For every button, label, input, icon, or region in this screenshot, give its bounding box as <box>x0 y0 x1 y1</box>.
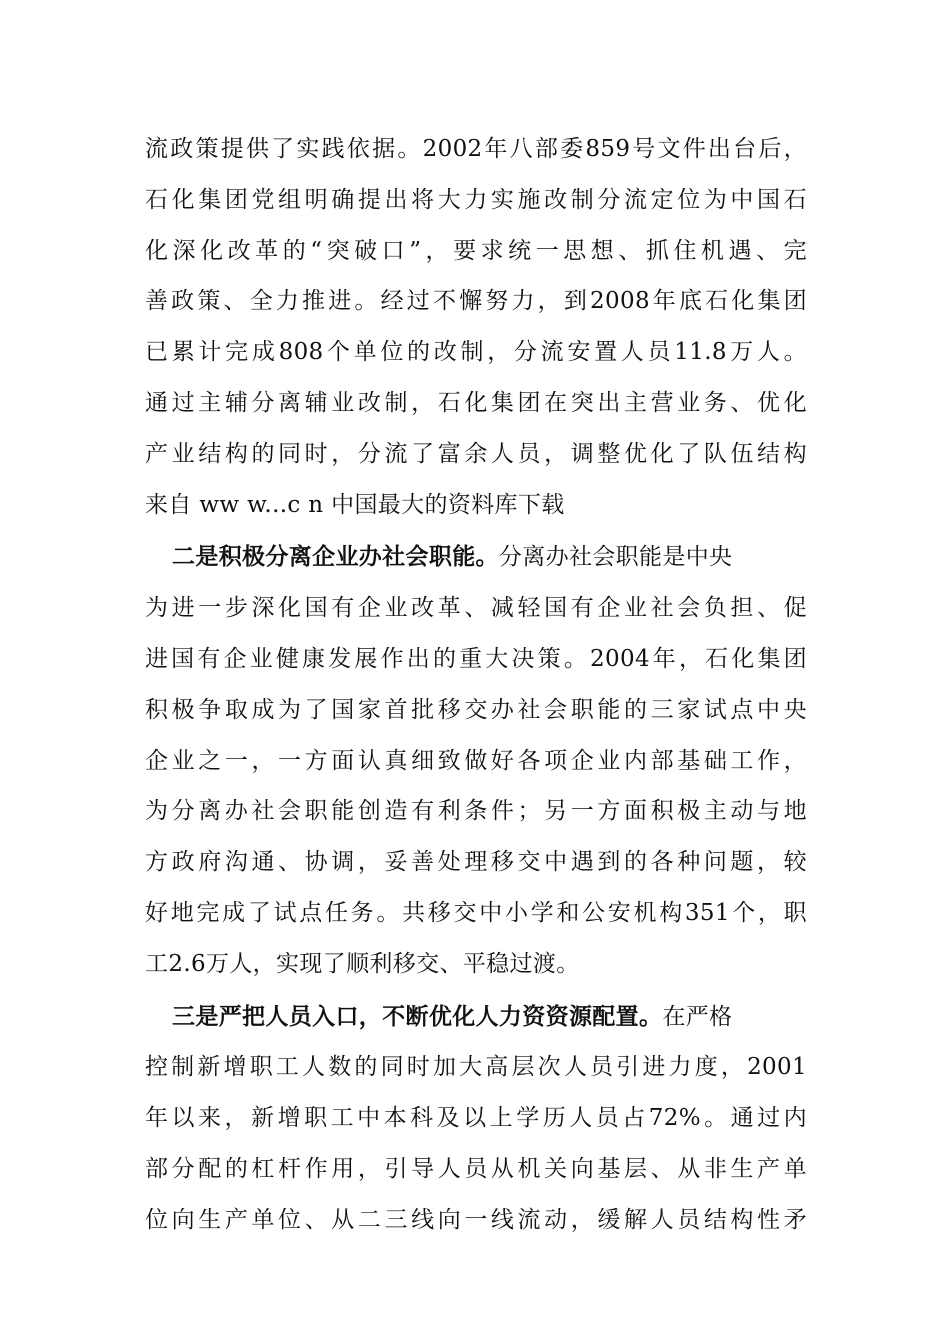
text-line: 位向生产单位、从二三线向一线流动，缓解人员结构性矛 <box>145 1206 807 1233</box>
text-line: 工2.6万人，实现了顺利移交、平稳过渡。 <box>145 950 580 977</box>
paragraph-1 <box>145 124 807 530</box>
text-line: 化深化改革的“突破口”，要求统一思想、抓住机遇、完 <box>145 237 807 264</box>
paragraph-first-line <box>145 532 807 583</box>
text-line: 流政策提供了实践依据。2002年八部委859号文件出台后， <box>145 136 807 162</box>
text-line: 进国有企业健康发展作出的重大决策。2004年，石化集团 <box>145 645 807 672</box>
document-body <box>145 124 807 1246</box>
text-line: 企业之一，一方面认真细致做好各项企业内部基础工作， <box>145 747 807 774</box>
text-line: 为分离办社会职能创造有利条件；另一方面积极主动与地 <box>145 798 807 825</box>
paragraph-lead-text: 分离办社会职能是中央 <box>498 544 733 571</box>
text-line: 产业结构的同时，分流了富余人员，调整优化了队伍结构 <box>145 440 807 467</box>
paragraph-lead-text: 在严格 <box>662 1003 733 1030</box>
text-line: 已累计完成808个单位的改制，分流安置人员11.8万人。 <box>145 339 807 366</box>
text-line: 为进一步深化国有企业改革、减轻国有企业社会负担、促 <box>145 595 807 622</box>
source-note-line: 来自 ww w...c n 中国最大的资料库下载 <box>145 491 565 518</box>
text-line: 好地完成了试点任务。共移交中小学和公安机构351个，职 <box>145 899 807 926</box>
paragraph-2 <box>145 532 807 989</box>
text-line: 通过主辅分离辅业改制，石化集团在突出主营业务、优化 <box>145 389 807 416</box>
paragraph-heading: 二是积极分离企业办社会职能。 <box>172 543 499 571</box>
text-line: 年以来，新增职工中本科及以上学历人员占72%。通过内 <box>145 1105 807 1132</box>
paragraph-3 <box>145 992 807 1246</box>
text-line: 控制新增职工人数的同时加大高层次人员引进力度，2001 <box>145 1054 807 1081</box>
text-line: 方政府沟通、协调，妥善处理移交中遇到的各种问题，较 <box>145 849 807 876</box>
text-line: 善政策、全力推进。经过不懈努力，到2008年底石化集团 <box>145 288 807 315</box>
paragraph-first-line <box>145 992 807 1043</box>
text-line: 积极争取成为了国家首批移交办社会职能的三家试点中央 <box>145 696 807 723</box>
text-line: 部分配的杠杆作用，引导人员从机关向基层、从非生产单 <box>145 1155 807 1182</box>
paragraph-heading: 三是严把人员入口，不断优化人力资资源配置。 <box>172 1002 663 1030</box>
text-line: 石化集团党组明确提出将大力实施改制分流定位为中国石 <box>145 186 807 213</box>
